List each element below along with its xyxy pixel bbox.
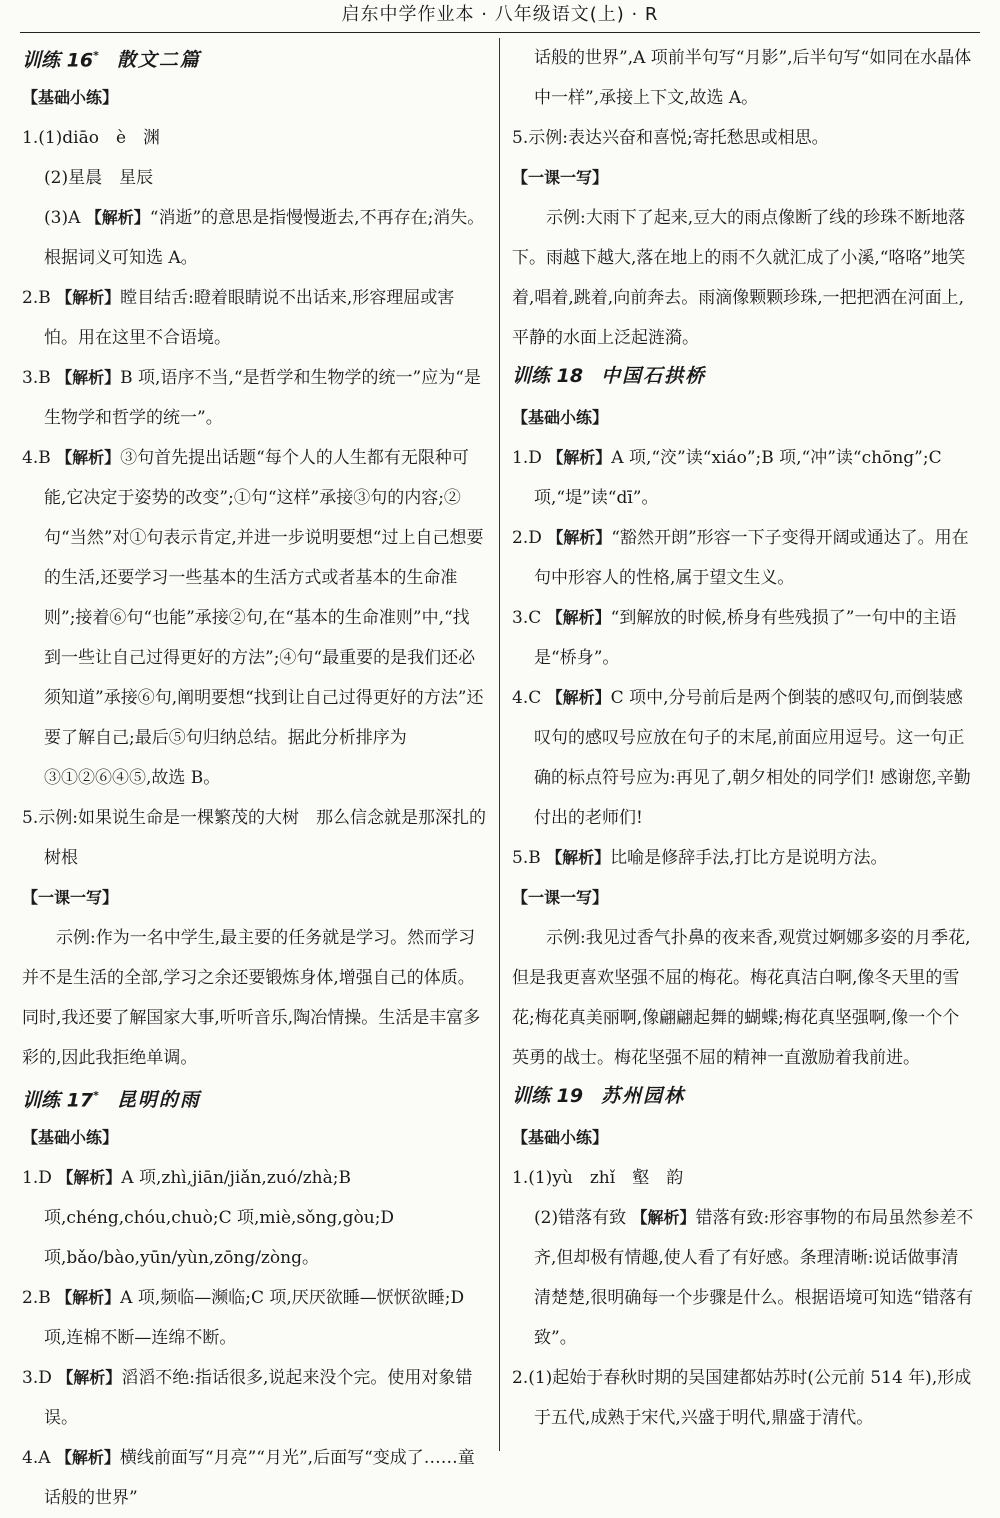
right-column [512,38,974,1451]
answer-item: 2.B 【解析】瞠目结舌:瞪着眼睛说不出话来,形容理屈或害怕。用在这里不合语境。 [22,288,455,348]
section-name: 苏州园林 [601,1085,686,1107]
section-name: 昆明的雨 [116,1089,201,1112]
answer-item: 1.D 【解析】A 项,zhì,jiān/jiǎn,zuó/zhà;B 项,chéng,chóu,chuò;C 项,miè,sǒng,gòu;D 项,bǎo/bào,yūn/yùn,zōng/zòng。 [22,1168,395,1268]
answer-item: 4.A 【解析】横线前面写“月亮”“月光”,后面写“变成了……童话般的世界” [22,1448,475,1508]
essay-paragraph: 示例:作为一名中学生,最主要的任务就是学习。然而学习并不是生活的全部,学习之余还要锻炼身体,增强自己的体质。同时,我还要了解国家大事,听听音乐,陶冶情操。生活是丰富多彩的,因此我拒绝单调。 [22,928,481,1068]
section-star: * [93,49,99,62]
section-title [22,38,486,78]
analysis-tag: 【解析】 [56,1288,121,1307]
analysis-tag: 【解析】 [57,1168,122,1187]
answer-item: 4.B 【解析】③句首先提出话题“每个人的人生都有无限种可能,它决定于姿势的改变”;①句“这样”承接③句的内容;②句“当然”对①句表示肯定,并进一步说明要想“过上自己想要的生活,还要学习一些基本的生活方式或者基本的生命准则”;接着⑥句“也能”承接②句,在“基本的生命准则”中,“找到一些让自己过得更好的方法”;④句“最重要的是我们还必须知道”承接⑥句,阐明要想“找到让自己过得更好的方法”还要了解自己;最后⑤句归纳总结。据此分析排序为③①②⑥④⑤,故选 B。 [22,448,484,788]
answer-item: 1.(1)diāo è 渊 [22,128,161,148]
answer-item: 4.C 【解析】C 项中,分号前后是两个倒装的感叹句,而倒装感叹句的感叹号应放在句子的末尾,前面应用逗号。这一句正确的标点符号应为:再见了,朝夕相处的同学们! 感谢您,辛勤付出的老师们! [512,688,971,828]
analysis-tag: 【解析】 [56,368,121,387]
answer-item: 1.(1)yù zhǐ 壑 韵 [512,1168,684,1188]
answer-item: 3.C 【解析】“到解放的时候,桥身有些残损了”一句中的主语是“桥身”。 [512,608,957,668]
essay-paragraph: 示例:我见过香气扑鼻的夜来香,观赏过婀娜多姿的月季花,但是我更喜欢坚强不屈的梅花。梅花真洁白啊,像冬天里的雪花;梅花真美丽啊,像翩翩起舞的蝴蝶;梅花真坚强啊,像一个个英勇的战士。梅花坚强不屈的精神一直激励着我前进。 [512,928,971,1068]
subsection-heading: 【基础小练】 [512,408,609,427]
answer-item: 3.B 【解析】B 项,语序不当,“是哲学和生物学的统一”应为“是生物学和哲学的统一”。 [22,368,481,428]
answer-item: 2.D 【解析】“豁然开朗”形容一下子变得开阔或通达了。用在句中形容人的性格,属于望文生义。 [512,528,969,588]
answer-item: 5.B 【解析】比喻是修辞手法,打比方是说明方法。 [512,848,888,868]
section-number: 训练 16 [22,49,94,72]
analysis-tag: 【解析】 [56,288,121,307]
section-number: 训练 17 [22,1089,94,1112]
section-number: 训练 18 [512,365,584,387]
section-number: 训练 19 [512,1085,584,1107]
analysis-tag: 【解析】 [55,1448,120,1467]
left-column [22,38,486,1508]
subsection-heading: 【基础小练】 [22,1128,119,1147]
answer-item: 2.(1)起始于春秋时期的吴国建都姑苏时(公元前 514 年),形成于五代,成熟于宋代,兴盛于明代,鼎盛于清代。 [512,1368,972,1428]
subsection-heading: 【一课一写】 [512,168,609,187]
analysis-tag: 【解析】 [631,1208,696,1227]
section-title [512,358,974,398]
answer-item: (3)A 【解析】“消逝”的意思是指慢慢逝去,不再存在;消失。根据词义可知选 A。 [44,208,485,268]
analysis-tag: 【解析】 [56,448,121,467]
column-divider [499,38,500,1451]
subsection-heading: 【一课一写】 [22,888,119,907]
section-title [512,1078,974,1118]
section-name: 散文二篇 [116,49,201,72]
analysis-tag: 【解析】 [547,448,612,467]
answer-item: 5.示例:表达兴奋和喜悦;寄托愁思或相思。 [512,128,829,148]
analysis-tag: 【解析】 [546,608,611,627]
header-title: 启东中学作业本 · 八年级语文(上) · R [341,4,659,25]
section-star: * [93,1089,99,1102]
answer-item: 3.D 【解析】滔滔不绝:指话很多,说起来没个完。使用对象错误。 [22,1368,473,1428]
answer-item: 2.B 【解析】A 项,频临—濒临;C 项,厌厌欲睡—恹恹欲睡;D 项,连棉不断—连绵不断。 [22,1288,465,1348]
analysis-tag: 【解析】 [547,528,612,547]
section-name: 中国石拱桥 [601,365,707,387]
analysis-tag: 【解析】 [546,848,611,867]
answer-item: (2)错落有致 【解析】错落有致:形容事物的布局虽然参差不齐,但却极有情趣,使人看了有好感。条理清晰:说话做事清清楚楚,很明确每一个步骤是什么。根据语境可知选“错落有致”。 [534,1208,974,1348]
essay-paragraph: 示例:大雨下了起来,豆大的雨点像断了线的珍珠不断地落下。雨越下越大,落在地上的雨不久就汇成了小溪,“咯咯”地笑着,唱着,跳着,向前奔去。雨滴像颗颗珍珠,一把把洒在河面上,平静的水面上泛起涟漪。 [512,208,966,348]
answer-item: 1.D 【解析】A 项,“洨”读“xiáo”;B 项,“冲”读“chōng”;C 项,“堤”读“dī”。 [512,448,942,508]
analysis-tag: 【解析】 [85,208,150,227]
answer-item: 5.示例:如果说生命是一棵繁茂的大树 那么信念就是那深扎的树根 [22,808,486,868]
subsection-heading: 【基础小练】 [22,88,119,107]
answer-item: 话般的世界”,A 项前半句写“月影”,后半句写“如同在水晶体中一样”,承接上下文,故选 A。 [534,48,972,108]
subsection-heading: 【一课一写】 [512,888,609,907]
answer-item: (2)星晨 星辰 [44,168,154,188]
analysis-tag: 【解析】 [546,688,611,707]
subsection-heading: 【基础小练】 [512,1128,609,1147]
analysis-tag: 【解析】 [57,1368,122,1387]
header-rule [20,32,980,33]
section-title [22,1078,486,1118]
